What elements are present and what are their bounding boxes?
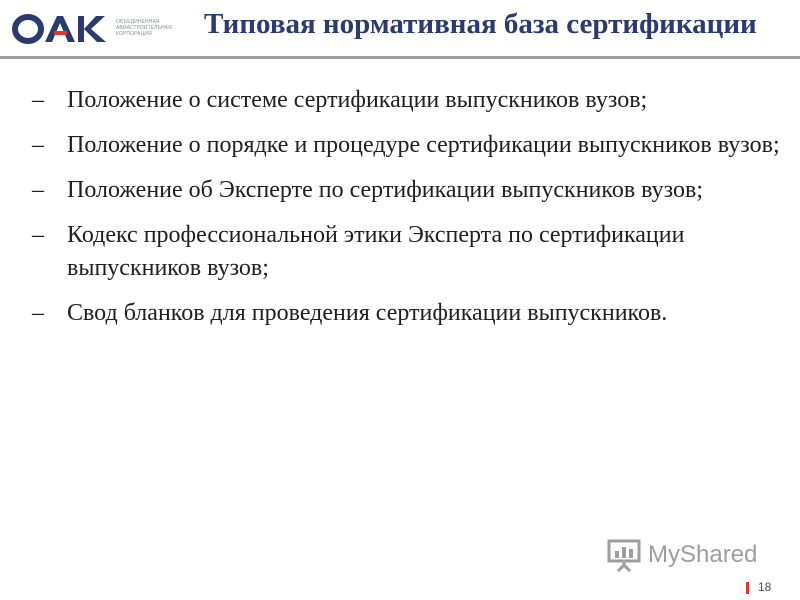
list-item xyxy=(32,174,782,207)
oak-logo xyxy=(12,12,172,46)
list-item xyxy=(32,129,782,162)
header-divider xyxy=(0,56,800,59)
list-item-text: Свод бланков для проведения сертификации выпускников. xyxy=(67,300,668,326)
certification-documents-list xyxy=(32,84,782,342)
presentation-board-icon xyxy=(606,538,642,572)
logo-caption-line: КОРПОРАЦИЯ xyxy=(116,31,152,37)
page-number-bar xyxy=(746,582,749,594)
oak-logo-icon xyxy=(12,12,112,46)
watermark-text: MyShared xyxy=(648,541,758,568)
page-number-text: 18 xyxy=(758,580,772,594)
list-item xyxy=(32,219,782,285)
dash-bullet: – xyxy=(32,132,44,158)
dash-bullet: – xyxy=(32,177,44,203)
logo-caption-line: АВИАСТРОИТЕЛЬНАЯ xyxy=(116,25,172,31)
slide-title: Типовая нормативная база сертификации xyxy=(204,8,757,40)
dash-bullet: – xyxy=(32,300,44,326)
list-item-text: Положение об Эксперте по сертификации выпускников вузов; xyxy=(67,177,703,203)
list-item-text: Кодекс профессиональной этики Эксперта по сертификации выпускников вузов; xyxy=(67,222,685,281)
list-item-text: Положение о системе сертификации выпускников вузов; xyxy=(67,87,648,113)
dash-bullet: – xyxy=(32,222,44,248)
myshared-watermark[interactable] xyxy=(606,536,776,576)
dash-bullet: – xyxy=(32,87,44,113)
logo-caption xyxy=(116,19,176,37)
list-item-text: Положение о порядке и процедуре сертификации выпускников вузов; xyxy=(67,132,780,158)
logo-caption-line: ОБЪЕДИНЕННАЯ xyxy=(116,19,160,25)
list-item xyxy=(32,297,782,330)
slide-header xyxy=(0,0,800,58)
list-item xyxy=(32,84,782,117)
